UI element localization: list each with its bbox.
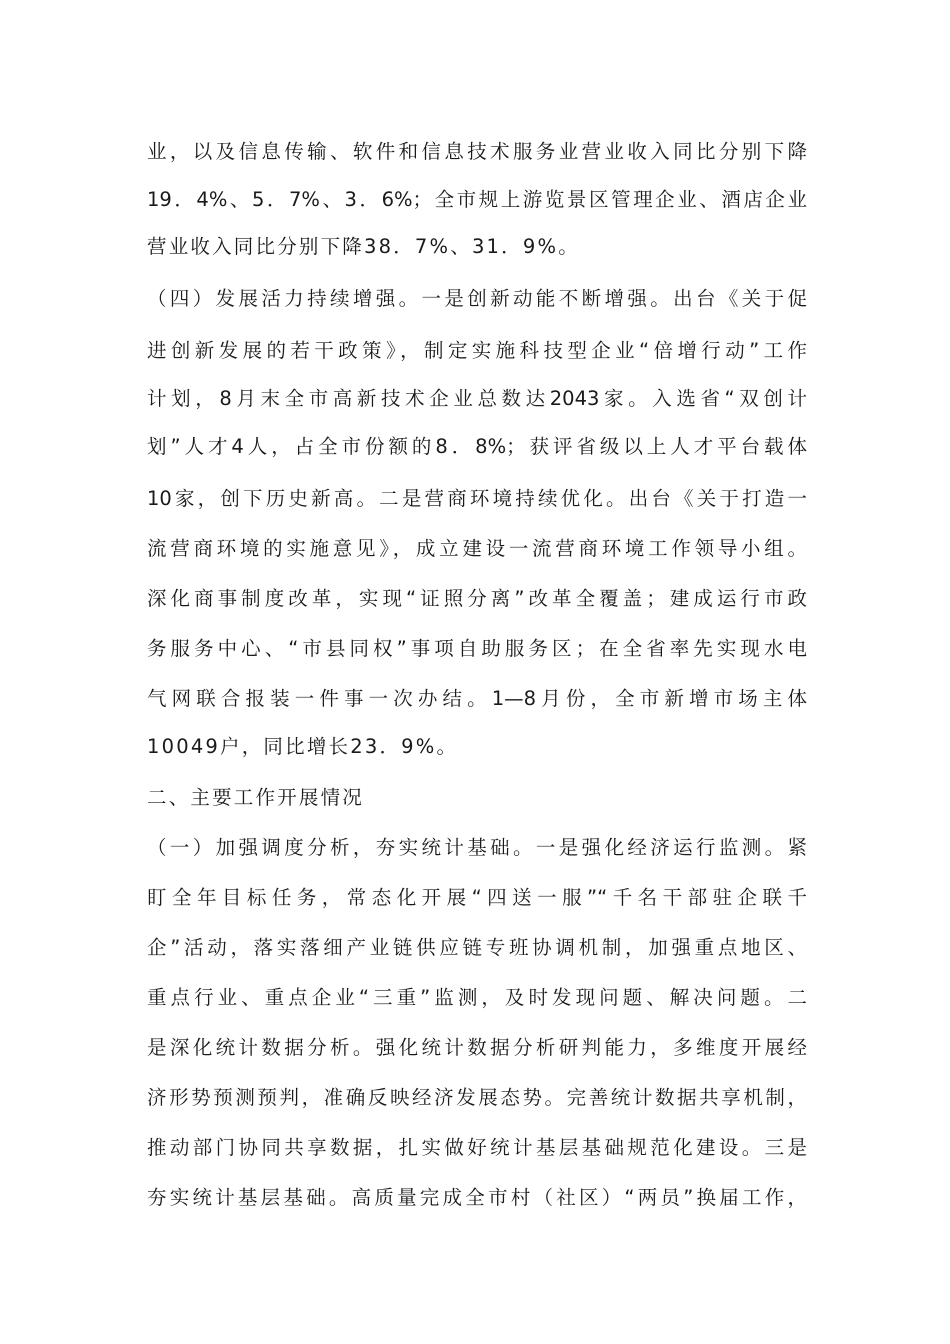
text-line: 盯全年目标任务，常态化开展“四送一服”“千名干部驻企联千: [147, 886, 807, 909]
paragraph-start-line: （一）加强调度分析，夯实统计基础。一是强化经济运行监测。紧: [147, 836, 807, 859]
text-line: 重点行业、重点企业“三重”监测，及时发现问题、解决问题。二: [147, 986, 807, 1009]
text-line: 10家，创下历史新高。二是营商环境持续优化。出台《关于打造一: [147, 487, 807, 510]
section-heading: 二、主要工作开展情况: [147, 786, 365, 809]
text-line: 10049户，同比增长23．9%。: [147, 735, 459, 758]
text-line: 气网联合报装一件事一次办结。1—8月份，全市新增市场主体: [147, 687, 807, 710]
text-line: 深化商事制度改革，实现“证照分离”改革全覆盖；建成运行市政: [147, 587, 807, 610]
text-line: 推动部门协同共享数据，扎实做好统计基层基础规范化建设。三是: [147, 1136, 807, 1159]
text-line: 是深化统计数据分析。强化统计数据分析研判能力，多维度开展经: [147, 1036, 807, 1059]
paragraph-start-line: （四）发展活力持续增强。一是创新动能不断增强。出台《关于促: [147, 287, 807, 310]
text-line: 业，以及信息传输、软件和信息技术服务业营业收入同比分别下降: [147, 140, 807, 163]
text-line: 计划，8月末全市高新技术企业总数达2043家。入选省“双创计: [147, 387, 807, 410]
text-line: 19．4%、5．7%、3．6%；全市规上游览景区管理企业、酒店企业: [147, 188, 807, 211]
text-line: 企”活动，落实落细产业链供应链专班协调机制，加强重点地区、: [147, 936, 807, 959]
text-line: 务服务中心、“市县同权”事项自助服务区；在全省率先实现水电: [147, 637, 807, 660]
text-line: 划”人才4人，占全市份额的8．8%；获评省级以上人才平台载体: [147, 435, 807, 458]
text-line: 流营商环境的实施意见》，成立建设一流营商环境工作领导小组。: [147, 537, 807, 560]
text-line: 夯实统计基层基础。高质量完成全市村（社区）“两员”换届工作，: [147, 1186, 807, 1209]
text-line: 进创新发展的若干政策》，制定实施科技型企业“倍增行动”工作: [147, 339, 807, 362]
text-line: 营业收入同比分别下降38．7%、31．9%。: [147, 235, 580, 258]
text-line: 济形势预测预判，准确反映经济发展态势。完善统计数据共享机制，: [147, 1086, 807, 1109]
